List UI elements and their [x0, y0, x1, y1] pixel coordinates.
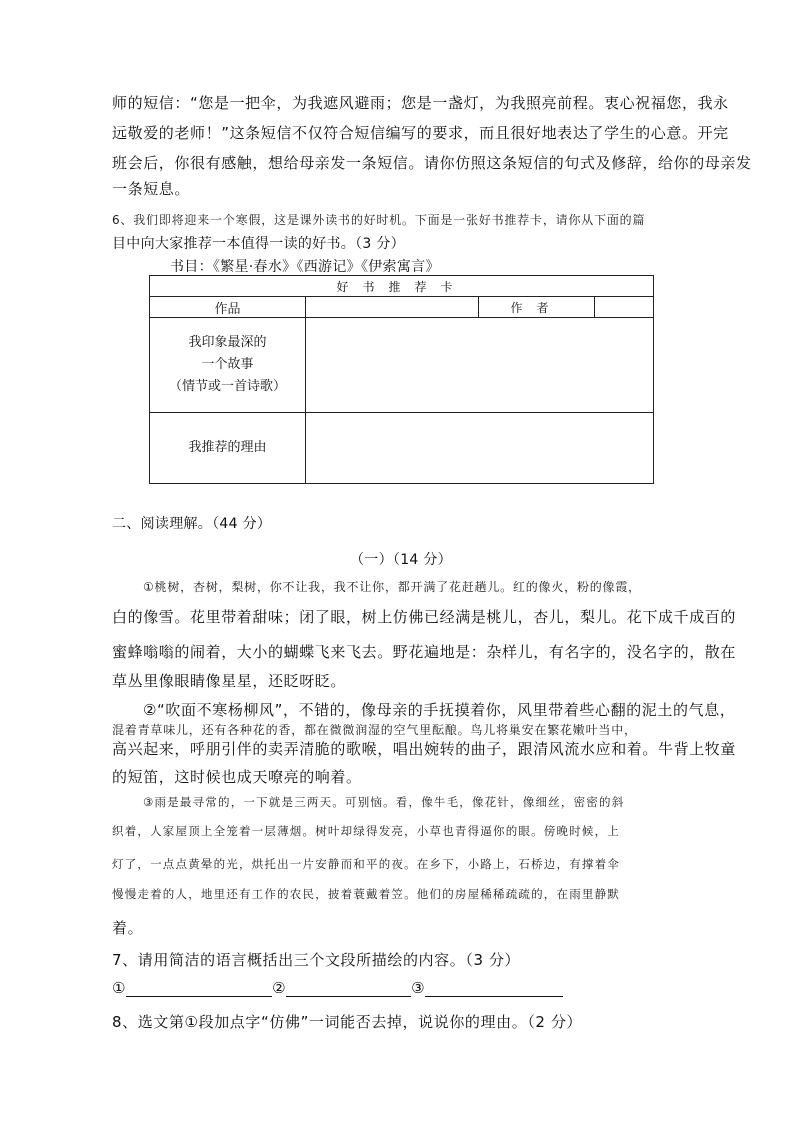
work-field[interactable] [306, 297, 479, 318]
answer-blank-2[interactable] [286, 981, 411, 997]
para3-line: 织着，人家屋顶上全笼着一层薄烟。树叶却绿得发亮，小草也青得逼你的眼。傍晚时候，上 [112, 824, 620, 838]
para2-line: 的短笛，这时候也成天嘹亮的响着。 [112, 768, 362, 786]
card-title: 好书推荐卡 [150, 276, 654, 297]
reason-label: 我推荐的理由 [150, 413, 306, 484]
q5-line: 一条短息。 [112, 180, 191, 198]
para2-line: 混着青草味儿，还有各种花的香，都在微微润湿的空气里酝酿。鸟儿将巢安在繁花嫩叶当中， [112, 723, 637, 737]
answer-marker: ① [112, 979, 127, 997]
q5-line: 远敬爱的老师！”这条短信不仅符合短信编写的要求，而且很好地表达了学生的心意。开完 [112, 124, 729, 142]
answer-blank-3[interactable] [425, 981, 563, 997]
para3-line: ③雨是最寻常的，一下就是三两天。可别恼。看，像牛毛，像花针，像细丝，密密的斜 [143, 795, 625, 809]
para1-line: 白的像雪。花里带着甜味；闭了眼，树上仿佛已经满是桃儿，杏儿，梨儿。花下成千成百的 [112, 608, 737, 626]
para1-line: 草丛里像眼睛像星星，还眨呀眨。 [112, 672, 347, 690]
answer-marker: ③ [411, 979, 426, 997]
author-field[interactable] [595, 297, 654, 318]
story-field[interactable] [306, 318, 654, 413]
q6-prompt-line2: 目中向大家推荐一本值得一读的好书。（3 分） [112, 236, 405, 252]
answer-blank-1[interactable] [126, 981, 272, 997]
q5-line: 师的短信：“您是一把伞，为我遮风避雨；您是一盏灯，为我照亮前程。衷心祝福您，我永 [112, 94, 729, 112]
answer-marker: ② [272, 979, 287, 997]
story-label-line: 我印象最深的 [188, 335, 267, 350]
para3-line: 慢慢走着的人，地里还有工作的农民，披着蓑戴着笠。他们的房屋稀稀疏疏的，在雨里静默 [112, 887, 620, 901]
para3-line: 灯了，一点点黄晕的光，烘托出一片安静而和平的夜。在乡下，小路上，石桥边，有撑着伞 [112, 857, 620, 871]
para3-line: 着。 [112, 919, 144, 937]
q8-prompt: 8、选文第①段加点字“仿佛”一词能否去掉，说说你的理由。（2 分） [112, 1013, 583, 1031]
para1-line: ①桃树，杏树，梨树，你不让我，我不让你，都开满了花赶趟儿。红的像火，粉的像霞， [143, 580, 641, 594]
q6-prompt-line1: 6、我们即将迎来一个寒假，这是课外读书的好时机。下面是一张好书推荐卡，请你从下面的篇 [112, 213, 646, 227]
author-label: 作者 [479, 297, 595, 318]
para2-line: 高兴起来，呼朋引伴的卖弄清脆的歌喉，唱出婉转的曲子，跟清风流水应和着。牛背上牧童 [112, 740, 737, 758]
q7-answer-row [112, 979, 563, 997]
story-label-line: 一个故事 [201, 357, 254, 372]
reason-field[interactable] [306, 413, 654, 484]
story-label [150, 318, 306, 413]
book-list: 书目：《繁星·春水》《西游记》《伊索寓言》 [170, 259, 440, 275]
part-heading: （一）（14 分） [350, 552, 452, 568]
section-heading: 二、阅读理解。（44 分） [112, 516, 272, 532]
q5-line: 班会后，你很有感触，想给母亲发一条短信。请你仿照这条短信的句式及修辞，给你的母亲发 [112, 154, 752, 172]
para2-line: ②“吹面不寒杨柳风”，不错的，像母亲的手抚摸着你，风里带着些心翻的泥土的气息， [143, 701, 736, 719]
para1-line: 蜜蜂嗡嗡的闹着，大小的蝴蝶飞来飞去。野花遍地是：杂样儿，有名字的，没名字的，散在 [112, 643, 737, 661]
book-recommendation-card [149, 275, 654, 484]
work-label: 作品 [150, 297, 306, 318]
story-label-line: （情节或一首诗歌） [168, 379, 286, 394]
q7-prompt: 7、请用简洁的语言概括出三个文段所描绘的内容。（3 分） [112, 951, 521, 969]
